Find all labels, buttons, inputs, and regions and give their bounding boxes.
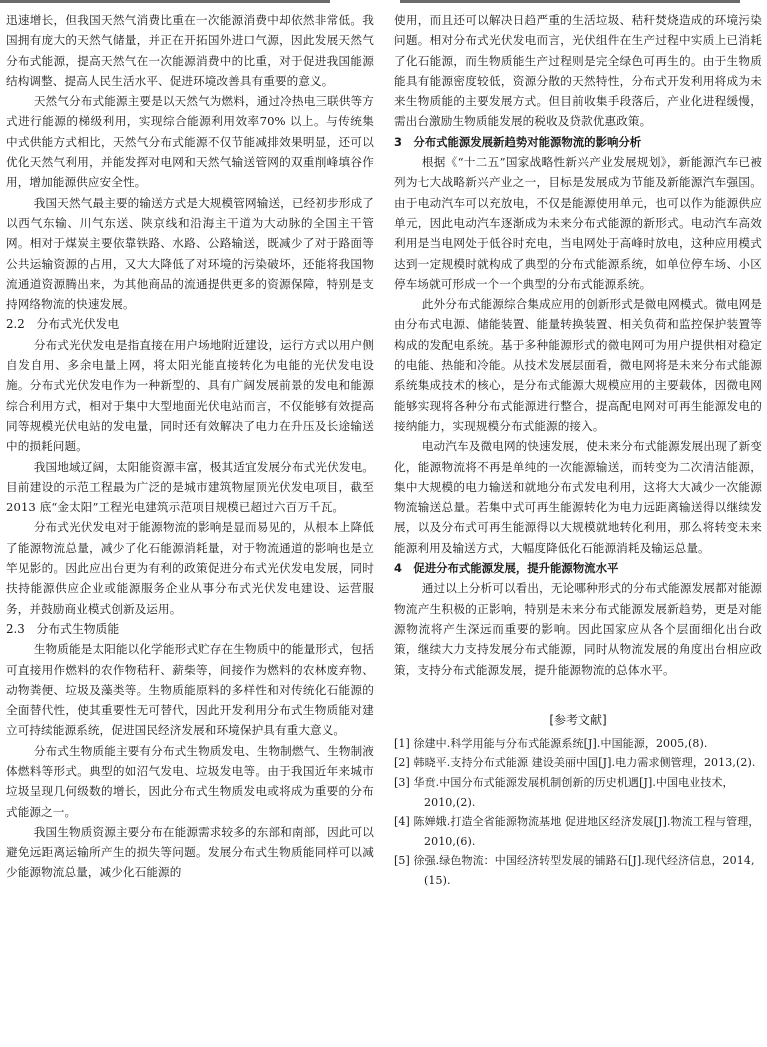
section-heading-2-2: 2.2 分布式光伏发电: [6, 317, 120, 332]
reference-item: [4] 陈婵娥.打造全省能源物流基地 促进地区经济发展[J].物流工程与管理，2010,(6).: [394, 815, 760, 848]
paragraph: 通过以上分析可以看出，无论哪种形式的分布式能源发展都对能源物流产生积极的正影响，特别是未来分布式能源发展新趋势，更是对能源物流将产生深远而重要的影响。因此国家应从各个层面细化出台政策，继续大力支持发展分布式能源，同时从物流发展的角度出台相应政策，支持分布式能源发展，提升能源物流的总体水平。: [394, 581, 762, 677]
paragraph: 分布式生物质能主要有分布式生物质发电、生物制燃气、生物制液体燃料等形式。典型的如沼气发电、垃圾发电等。由于我国近年来城市垃圾呈现几何级数的增长，因此分布式生物质发电或将成为重要的分布式能源之一。: [6, 743, 374, 819]
paragraph: 使用，而且还可以解决日趋严重的生活垃圾、秸秆焚烧造成的环境污染问题。相对分布式光伏发电而言，光伏组件在生产过程中实质上已消耗了化石能源，而生物质能生产过程则是完全绿色可再生的。由于生物质能具有能源密度较低，资源分散的天然特性，分布式开发利用将成为未来生物质能的主要发展方式。但目前收集手段落后，产业化进程缓慢，需出台激励生物质能发展的税收及贷款优惠政策。: [394, 13, 762, 129]
paragraph: 电动汽车及微电网的快速发展，使未来分布式能源发展出现了新变化，能源物流将不再是单纯的一次能源输送，而转变为二次清洁能源，集中大规模的电力输送和就地分布式发电利用，这将大大减少一次能源物流输送总量。若集中式可再生能源转化为电力远距离输送得以继续发展，以及分布式可再生能源得以大规模就地转化利用，那么将转变未来能源利用及输送方式，大幅度降低化石能源消耗及输运总量。: [394, 439, 762, 555]
paragraph: 此外分布式能源综合集成应用的创新形式是微电网模式。微电网是由分布式电源、储能装置、能量转换装置、相关负荷和监控保护装置等构成的发配电系统。基于多种能源形式的微电网可为用户提供相对稳定的电能、热能和冷能。从技术发展层面看，微电网将是未来分布式能源系统集成技术的核心，是分布式能源大规模应用的主要载体，因微电网能够实现将各种分布式能源进行整合，提高配电网对可再生能源发电的接纳能力，实现规模分布式能源的接入。: [394, 297, 762, 433]
reference-item: [5] 徐强.绿色物流：中国经济转型发展的铺路石[J].现代经济信息，2014,(15).: [394, 854, 755, 887]
paragraph: 我国生物质资源主要分布在能源需求较多的东部和南部，因此可以避免远距离运输所产生的损失等问题。发展分布式生物质能同样可以减少能源物流总量，减少化石能源的: [6, 824, 374, 880]
left-column: [6, 10, 374, 883]
references-heading: [参考文献]: [549, 712, 607, 727]
paragraph: 生物质能是太阳能以化学能形式贮存在生物质中的能量形式，包括可直接用作燃料的农作物秸秆、薪柴等，间接作为燃料的农林废弃物、动物粪便、垃圾及藻类等。生物质能原料的多样性和对传统化石能源的全面替代性，使其重要性无可替代，因此开发利用分布式生物质能对建立可持续能源系统，促进国民经济发展和环境保护具有重大意义。: [6, 642, 374, 738]
right-column: [394, 10, 762, 891]
paragraph: 天然气分布式能源主要是以天然气为燃料，通过冷热电三联供等方式进行能源的梯级利用，实现综合能源利用效率70% 以上。与传统集中式供能方式相比，天然气分布式能源不仅节能减排效果明显，还可以优化天然气利用，并能发挥对电网和天然气输送管网的双重削峰填谷作用，增加能源供应安全性。: [6, 94, 374, 190]
section-heading-4: 4 促进分布式能源发展，提升能源物流水平: [394, 561, 619, 576]
paragraph: 迅速增长，但我国天然气消费比重在一次能源消费中却依然非常低。我国拥有庞大的天然气储量，并正在开拓国外进口气源，因此发展天然气分布式能源，提高天然气在一次能源消费中的比重，对于促进我国能源结构调整、提高人民生活水平、促进环境改善具有重要的意义。: [6, 13, 374, 88]
reference-item: [2] 韩晓平.支持分布式能源 建设美丽中国[J].电力需求侧管理，2013,(2).: [394, 756, 756, 770]
paragraph: 我国地域辽阔，太阳能资源丰富，极其适宜发展分布式光伏发电。目前建设的示范工程最为广泛的是城市建筑物屋顶光伏发电项目，截至 2013 底“金太阳”工程光电建筑示范项目规模已超过六百万千瓦。: [6, 459, 374, 515]
paragraph: 我国天然气最主要的输送方式是大规模管网输送，已经初步形成了以西气东输、川气东送、陕京线和沿海主干道为大动脉的全国主干管网。相对于煤炭主要依靠铁路、水路、公路输送，既减少了对于路面等公共运输资源的占用，又大大降低了对环境的污染破坏，还能将我国物流通道资源腾出来，为其他商品的流通提供更多的资源保障，特别是支持网络物流的快速发展。: [6, 195, 374, 312]
paragraph: 分布式光伏发电是指直接在用户场地附近建设，运行方式以用户侧自发自用、多余电量上网，将太阳光能直接转化为电能的光伏发电设施。分布式光伏发电作为一种新型的、具有广阔发展前景的发电和能源综合利用方式，相对于集中大型地面光伏电站而言，不仅能够有效提高同等规模光伏电站的发电量，同时还有效解决了电力在升压及长途输送中的损耗问题。: [6, 337, 374, 454]
running-header-rule: [0, 0, 767, 6]
section-heading-2-3: 2.3 分布式生物质能: [6, 621, 120, 636]
paragraph: 根据《“十二五”国家战略性新兴产业发展规划》，新能源汽车已被列为七大战略新兴产业之一，目标是发展成为节能及新能源汽车强国。由于电动汽车可以充放电，不仅是能源使用单元，也可以作为能源供应单元，因此电动汽车逐渐成为未来分布式能源的新形式。电动汽车高效利用是当电网处于低谷时充电，当电网处于高峰时放电，这种应用模式达到一定规模时就构成了典型的分布式能源系统，如单位停车场、小区停车场就可形成一个一个典型的分布式能源系统。: [394, 155, 762, 291]
section-heading-3: 3 分布式能源发展新趋势对能源物流的影响分析: [394, 134, 642, 149]
reference-item: [3] 华贲.中国分布式能源发展机制创新的历史机遇[J].中国电业技术，2010,(2).: [394, 775, 734, 809]
references-list: [394, 734, 762, 891]
paragraph: 分布式光伏发电对于能源物流的影响是显而易见的，从根本上降低了能源物流总量，减少了化石能源消耗量，对于物流通道的影响也是立竿见影的。因此应出台更为有利的政策促进分布式光伏发电发展，同时扶持能源供应企业或能源服务企业从事分布式光伏发电建设、运营服务，并鼓励商业模式创新及运用。: [6, 520, 374, 616]
reference-item: [1] 徐建中.科学用能与分布式能源系统[J].中国能源，2005,(8).: [394, 736, 708, 750]
